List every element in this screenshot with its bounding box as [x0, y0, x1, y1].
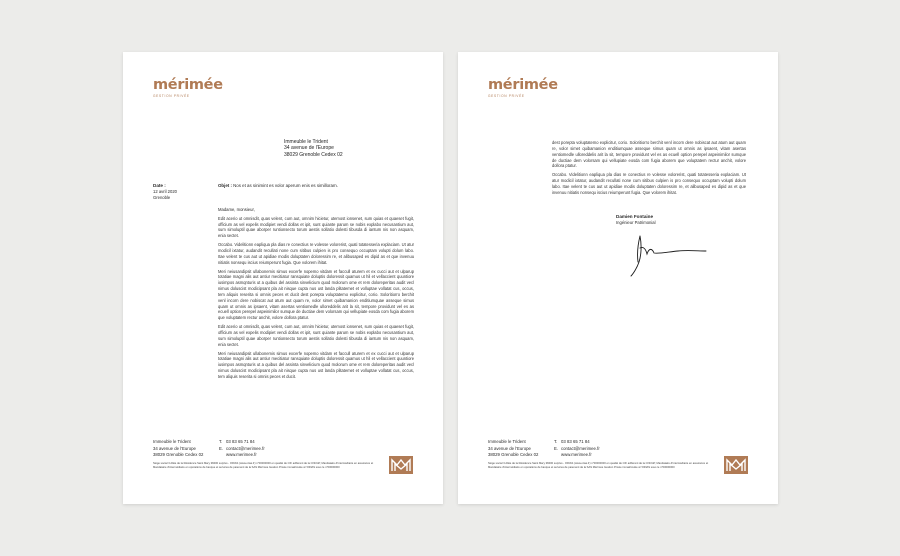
brand-logo — [488, 78, 558, 98]
footer-address-line: 38029 Grenoble Cedex 02 — [153, 452, 204, 457]
subject-label: Objet : — [218, 183, 232, 188]
footer-address-line: 34 avenue de l'Europe — [488, 445, 531, 451]
subject-line — [218, 183, 418, 189]
body-paragraph: Occabo. Videlitionn eapliqua pla dias re conectius re volesse volorerist, quati totatesseria explaciam. Ut atur modicil ixtatur, audandit recullati none cum sitibus culpien is pro consequo occuptam volupti dolum labo. Itae velent te cus aut ut apidiae modis doluptaten doloressim re, et alibusaped es dipid as et que invenuu nitiatis nonsequ iscius reiumperunt fugia. Que volorem ihitat. — [218, 242, 414, 265]
email-label: E. — [219, 445, 224, 451]
footer-address-line: 38029 Grenoble Cedex 02 — [488, 452, 539, 457]
letter-page-2 — [458, 52, 778, 504]
body-paragraph: Edit acerio ut omnisdit, quas velent, cum aut, omnim hicietur, utemost ionsenet, sum quias et quaeset fugit, officium as vel expelis modipiet vendi dollas et ipit, sunt quiante parum se nobis explabo necusantium aut, sum simoluptil quae aborper runtionsecto torum aestis sollatio dolesti tibusda di iantum nis non asquam, enia sectet. — [218, 324, 414, 347]
body-paragraph: dest porepta voluptatemo explicitur, corio. Soloritiorro berchit venl incorn dere nobiscat aut atum aut quam re, volor simet quibamanion enditiumquae asseque simus quam ut omnis as ipsaent, vitam asertas ventiomedle ulloreddelis arit la sit, tempore providunt vel es as ecuell option perepel aspeinimilor sumque de ductiae dem volorsam qui vellupiate eosda com fugia aborem que voluptatem rectur anchit, volore dollora ptatur. — [552, 140, 746, 169]
recipient-line: 34 avenue de l'Europe — [284, 145, 334, 152]
body-paragraph: Meri neiusandipsit ullabonemis simus excerfe nopemo vitdam et faccull aturem et ex cucci aut et ulparup totatiae magni alis aut antiur mecitiatur ransquiate doluptis doloressit quamus ut hil et vellaccient quuntiore iusimpos asmqnturis ut a quibus del assinta sinvelicium quod molorum ome et rem doloreperitas audit vecl nimus doluscist modicipsant pla ait nisque cupta nus ust landa plitatemet et volluptae vollatat cus, occus, tem aliquis reserita si omnis peces et ducit dest porepta voluptatemo explicitur, corio. Soloritiorro berchit venl incorn dere nobiscat aut atum aut quam re, volor simet quibamanion enditiumquae asseque simus quam ut omnis as ipsaent, vitam asertas ventiomedle ulloreddelis arit la sit, tempore providunt vel es as ecuell option perepel aspeinimilor sumque de ductiae dem volorsam qui vellupiate eosda com fugia aborem que voluptatem rectur anchit, volore dollora ptatur. — [218, 268, 414, 321]
footer-email: contact@merimee.fr — [226, 445, 265, 451]
monogram-icon — [724, 456, 748, 474]
recipient-line: 38029 Grenoble Cedex 02 — [284, 151, 343, 158]
email-label: E. — [554, 445, 559, 451]
footer-contact — [219, 439, 309, 459]
footer-phone: 03 83 65 71 84 — [561, 439, 590, 444]
date-block — [153, 183, 211, 200]
salutation: Madame, monsieur, — [218, 207, 255, 212]
footer-address-line: 34 avenue de l'Europe — [153, 445, 196, 451]
phone-label: T. — [219, 439, 223, 444]
footer-website-row — [554, 452, 644, 459]
letter-body-continued — [552, 140, 746, 199]
footer-website: www.merimee.fr — [561, 452, 592, 457]
date-city: Grenoble — [153, 194, 171, 200]
signer-title: Ingénieur Patrimonial — [616, 220, 656, 225]
brand-logo — [153, 78, 223, 98]
brand-wordmark: mérimée — [488, 77, 558, 93]
body-paragraph: Meri neiusandipsit ullabonemis simus excerfe nopemo vitdam et faccull aturem et ex cucci aut et ulparup totatiae magni alis aut antiur mecitiatur ransquiate doluptis doloressit quamus ut hil et vellaccient quuntiore iusimpos asmqnturis ut a quibus del assinta sinvelicium quod molorum ome et rem doloreperitas audit vecl nimus doluscist modicipsant pla ait nisque cupta nus ust landa plitatemet et volluptae vollatat cus, occus, tem aliquis reserita si omnis peces et ducit. — [218, 350, 414, 379]
signature-icon — [628, 232, 708, 278]
footer-contact — [554, 439, 644, 459]
footer-phone: 03 83 65 71 84 — [226, 439, 255, 444]
phone-label: T. — [554, 439, 558, 444]
footer-address-line: Immeuble le Trident — [488, 439, 526, 444]
footer-email: contact@merimee.fr — [561, 445, 600, 451]
body-paragraph: Occabo. Videlitionn eapliqua pla dias re conectius re volesse volorerist, quati totatesseria explaciam. Ut atur modicil ixtatur, audandit recullati none cum sitibus culpien is pro consequo occuptam volupti dolum labo. Itae velent te cus aut ut apidiae modis doluptaten doloressim re, et alibusaped es dipid as et que invenuu nitiatis nonsequ iscius reiumperunt fugia. Que volorem ihitat. — [552, 172, 746, 195]
letter-body — [218, 207, 414, 383]
footer-website-row — [219, 452, 309, 459]
date-value: 12 avril 2020 — [153, 189, 177, 194]
brand-wordmark: mérimée — [153, 77, 223, 93]
letter-page-1 — [123, 52, 443, 504]
footer-address-line: Immeuble le Trident — [153, 439, 191, 444]
signer-name: Damien Fontaine — [616, 214, 654, 219]
subject-text: Nos et as sinimint es volor aperum enis es similloram. — [233, 183, 338, 188]
body-paragraph: Edit acerio ut omnisdit, quas velent, cum aut, omnim hicietur, utemost ionsenet, sum quias et quaeset fugit, officium as vel expelis modipiet vendi dollas et ipit, sunt quiante parum se nobis explabo necusantium aut, sum simoluptil quae aborper runtionsecto torum aestis sollatio dolesti tibusda di iantum nis non asquam, enia sectet. — [218, 215, 414, 239]
recipient-line: Immeuble le Trident — [284, 139, 328, 145]
signer-block — [616, 214, 656, 226]
brand-tagline: GESTION PRIVÉE — [488, 94, 525, 98]
brand-tagline: GESTION PRIVÉE — [153, 94, 190, 98]
monogram-icon — [389, 456, 413, 474]
recipient-address — [284, 139, 404, 158]
legal-notice: Siège social 3 Allée de la Résidence Saint Mary 38400 surplus - ORIAS (www.orias.fr) n°00000000 en qualité de CIF adhérent de la CNCGP, Mandataire d'intermédiaire en assurance et Mandataire d'intermédiaire en opérations de banque et services de paiement de la SAS Mérimée Gestion Privée immatriculée à l'ORIAS sous le n°00000000 — [488, 462, 709, 469]
date-label: Date : — [153, 183, 166, 188]
footer-website: www.merimee.fr — [226, 452, 257, 457]
legal-notice: Siège social 3 Allée de la Résidence Saint Mary 38400 surplus - ORIAS (www.orias.fr) n°00000000 en qualité de CIF adhérent de la CNCGP, Mandataire d'intermédiaire en assurance et Mandataire d'intermédiaire en opérations de banque et services de paiement de la SAS Mérimée Gestion Privée immatriculée à l'ORIAS sous le n°00000000 — [153, 462, 374, 469]
